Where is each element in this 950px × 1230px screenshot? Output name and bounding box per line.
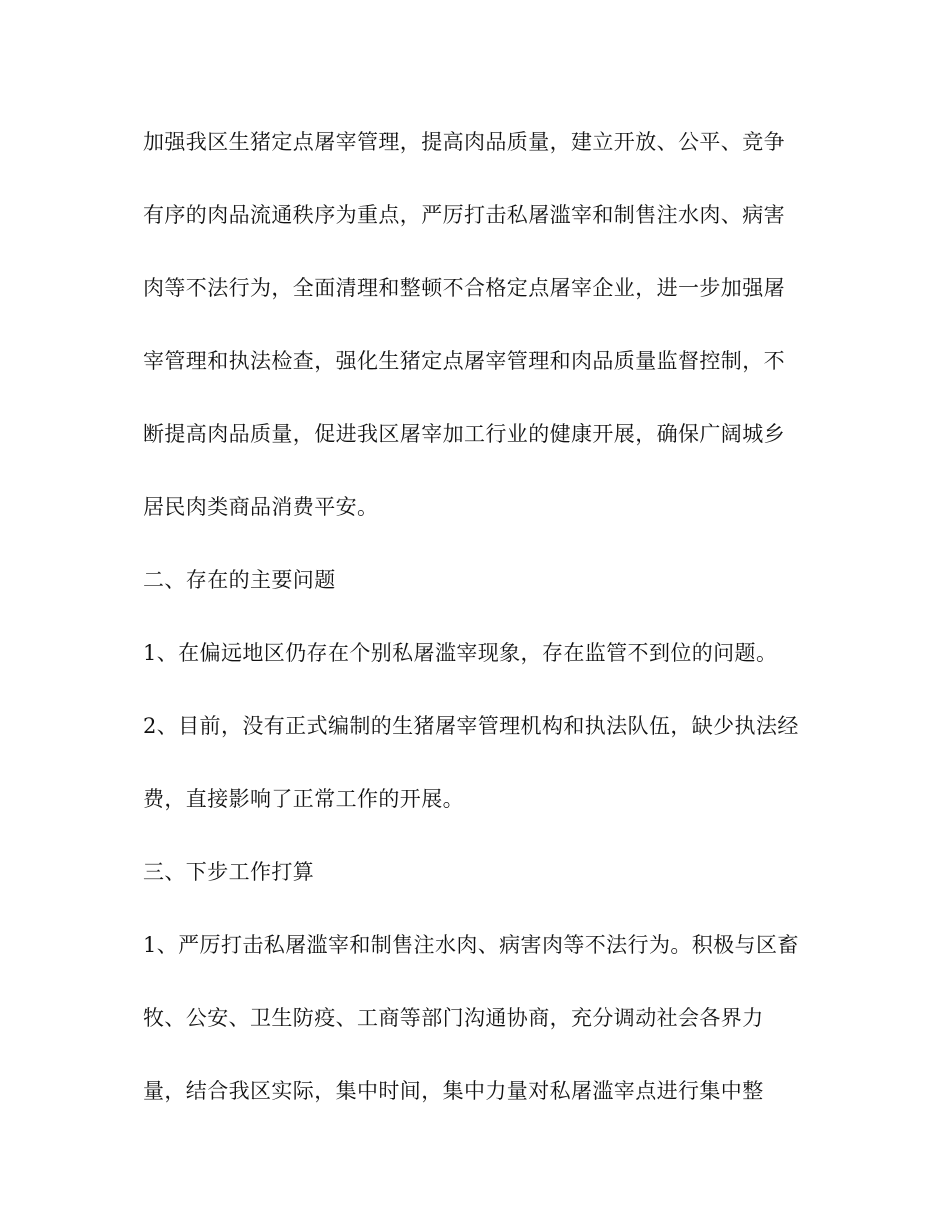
list-item-continuation: 费，直接影响了正常工作的开展。	[143, 787, 464, 811]
paragraph-line: 宰管理和执法检查，强化生猪定点屠宰管理和肉品质量监督控制，不	[143, 349, 785, 373]
list-item-continuation: 牧、公安、卫生防疫、工商等部门沟通协商，充分调动社会各界力	[143, 1006, 764, 1030]
paragraph-line: 断提高肉品质量，促进我区屠宰加工行业的健康开展，确保广阔城乡	[143, 422, 785, 446]
list-item: 1、在偏远地区仍存在个别私屠滥宰现象，存在监管不到位的问题。	[143, 641, 778, 665]
list-item: 1、严厉打击私屠滥宰和制售注水肉、病害肉等不法行为。积极与区畜	[143, 933, 799, 957]
section-heading-problems: 二、存在的主要问题	[143, 568, 336, 592]
list-item: 2、目前，没有正式编制的生猪屠宰管理机构和执法队伍，缺少执法经	[143, 714, 799, 738]
paragraph-line: 有序的肉品流通秩序为重点，严厉打击私屠滥宰和制售注水肉、病害	[143, 203, 785, 227]
list-item-continuation: 量，结合我区实际，集中时间，集中力量对私屠滥宰点进行集中整	[143, 1079, 764, 1103]
paragraph-line: 居民肉类商品消费平安。	[143, 495, 379, 519]
paragraph-line: 肉等不法行为，全面清理和整顿不合格定点屠宰企业，进一步加强屠	[143, 276, 785, 300]
section-heading-next-steps: 三、下步工作打算	[143, 860, 315, 884]
paragraph-line: 加强我区生猪定点屠宰管理，提高肉品质量，建立开放、公平、竞争	[143, 130, 785, 154]
